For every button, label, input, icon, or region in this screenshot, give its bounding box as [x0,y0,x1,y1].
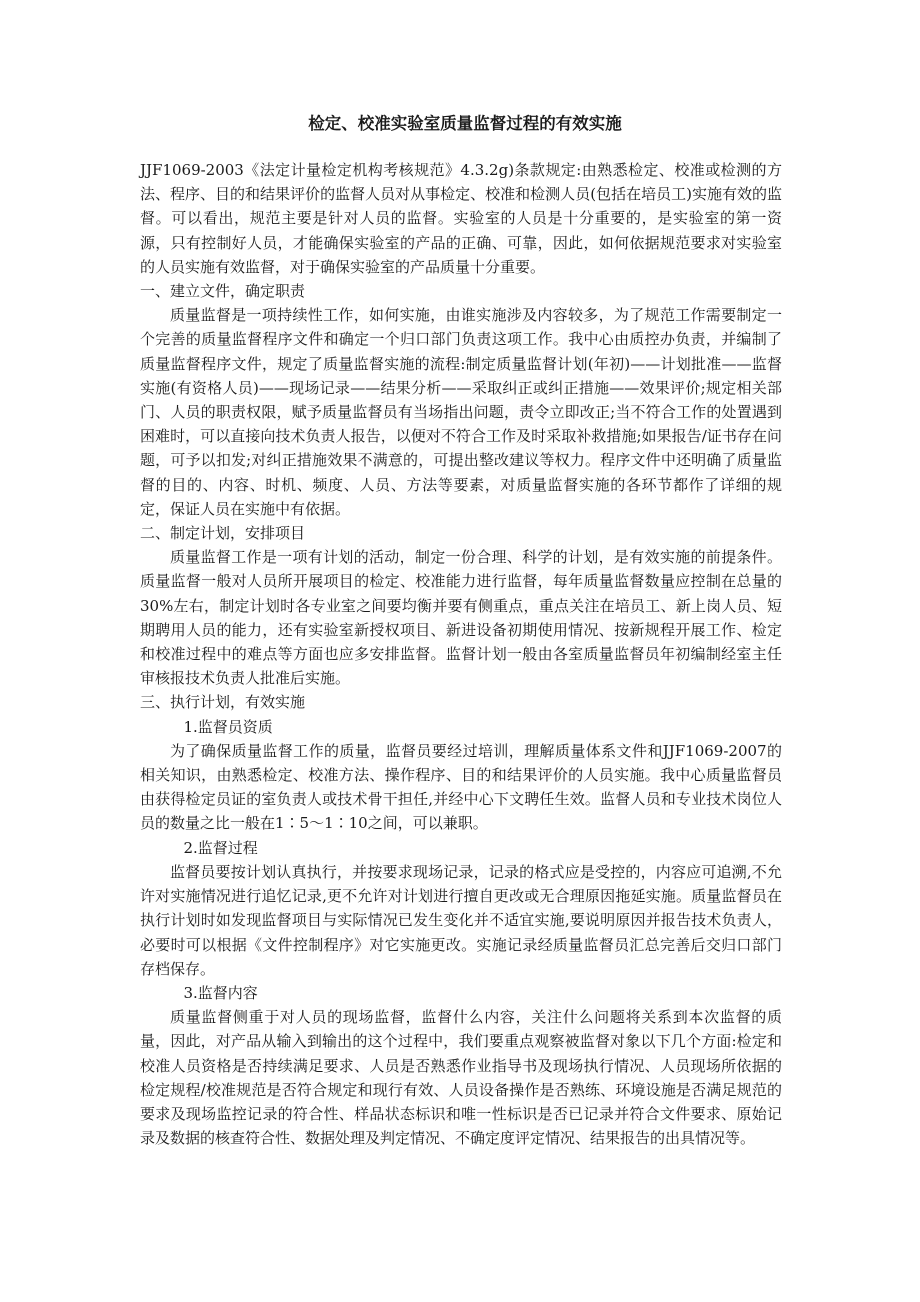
section-1-body: 质量监督是一项持续性工作，如何实施，由谁实施涉及内容较多，为了规范工作需要制定一个完善的质量监督程序文件和确定一个归口部门负责这项工作。我中心由质控办负责，并编制了质量监督程序文件，规定了质量监督实施的流程:制定质量监督计划(年初)——计划批准——监督实施(有资格人员)——现场记录——结果分析——采取纠正或纠正措施——效果评价;规定相关部门、人员的职责权限，赋予质量监督员有当场指出问题，责令立即改正;当不符合工作的处置遇到困难时，可以直接向技术负责人报告，以便对不符合工作及时采取补救措施;如果报告/证书存在问题，可予以扣发;对纠正措施效果不满意的，可提出整改建议等权力。程序文件中还明确了质量监督的目的、内容、时机、频度、人员、方法等要素，对质量监督实施的各环节都作了详细的规定，保证人员在实施中有依据。 [140,306,782,518]
intro-paragraph: JJF1069-2003《法定计量检定机构考核规范》4.3.2g)条款规定:由熟悉检定、校准或检测的方法、程序、目的和结果评价的监督人员对从事检定、校准和检测人员(包括在培员工)实施有效的监督。可以看出，规范主要是针对人员的监督。实验室的人员是十分重要的，是实验室的第一资源，只有控制好人员，才能确保实验室的产品的正确、可靠，因此，如何依据规范要求对实验室的人员实施有效监督，对于确保实验室的产品质量十分重要。 [140,161,782,276]
subsection-2-heading: 2.监督过程 [183,838,258,857]
subsection-3-body: 质量监督侧重于对人员的现场监督，监督什么内容，关注什么问题将关系到本次监督的质量，因此，对产品从输入到输出的这个过程中，我们要重点观察被监督对象以下几个方面:检定和校准人员资格是否持续满足要求、人员是否熟悉作业指导书及现场执行情况、人员现场所依据的检定规程/校准规范是否符合规定和现行有效、人员设备操作是否熟练、环境设施是否满足规范的要求及现场监控记录的符合性、样品状态标识和唯一性标识是否已记录并符合文件要求、原始记录及数据的核查符合性、数据处理及判定情况、不确定度评定情况、结果报告的出具情况等。 [140,1008,782,1148]
subsection-1-body: 为了确保质量监督工作的质量，监督员要经过培训，理解质量体系文件和JJF1069-2007的相关知识，由熟悉检定、校准方法、操作程序、目的和结果评价的人员实施。我中心质量监督员由获得检定员证的室负责人或技术骨干担任,并经中心下文聘任生效。监督人员和专业技术岗位人员的数量之比一般在1∶5～1∶10之间，可以兼职。 [140,741,782,833]
section-1-heading: 一、建立文件，确定职责 [140,282,306,301]
document-title: 检定、校准实验室质量监督过程的有效实施 [308,114,622,133]
subsection-1-heading: 1.监督员资质 [183,717,273,736]
section-3-heading: 三、执行计划，有效实施 [140,693,306,712]
subsection-2-body: 监督员要按计划认真执行，并按要求现场记录，记录的格式应是受控的，内容应可追溯,不允许对实施情况进行追忆记录,更不允许对计划进行擅自更改或无合理原因拖延实施。质量监督员在执行计划时如发现监督项目与实际情况已发生变化并不适宜实施,要说明原因并报告技术负责人，必要时可以根据《文件控制程序》对它实施更改。实施记录经质量监督员汇总完善后交归口部门存档保存。 [140,862,782,978]
section-2-body: 质量监督工作是一项有计划的活动，制定一份合理、科学的计划，是有效实施的前提条件。质量监督一般对人员所开展项目的检定、校准能力进行监督，每年质量监督数量应控制在总量的30%左右，制定计划时各专业室之间要均衡并要有侧重点，重点关注在培员工、新上岗人员、短期聘用人员的能力，还有实验室新授权项目、新进设备初期使用情况、按新规程开展工作、检定和校准过程中的难点等方面也应多安排监督。监督计划一般由各室质量监督员年初编制经室主任审核报技术负责人批准后实施。 [140,548,782,688]
section-2-heading: 二、制定计划，安排项目 [140,524,306,543]
document-page [140,112,782,1150]
subsection-3-heading: 3.监督内容 [183,983,258,1002]
